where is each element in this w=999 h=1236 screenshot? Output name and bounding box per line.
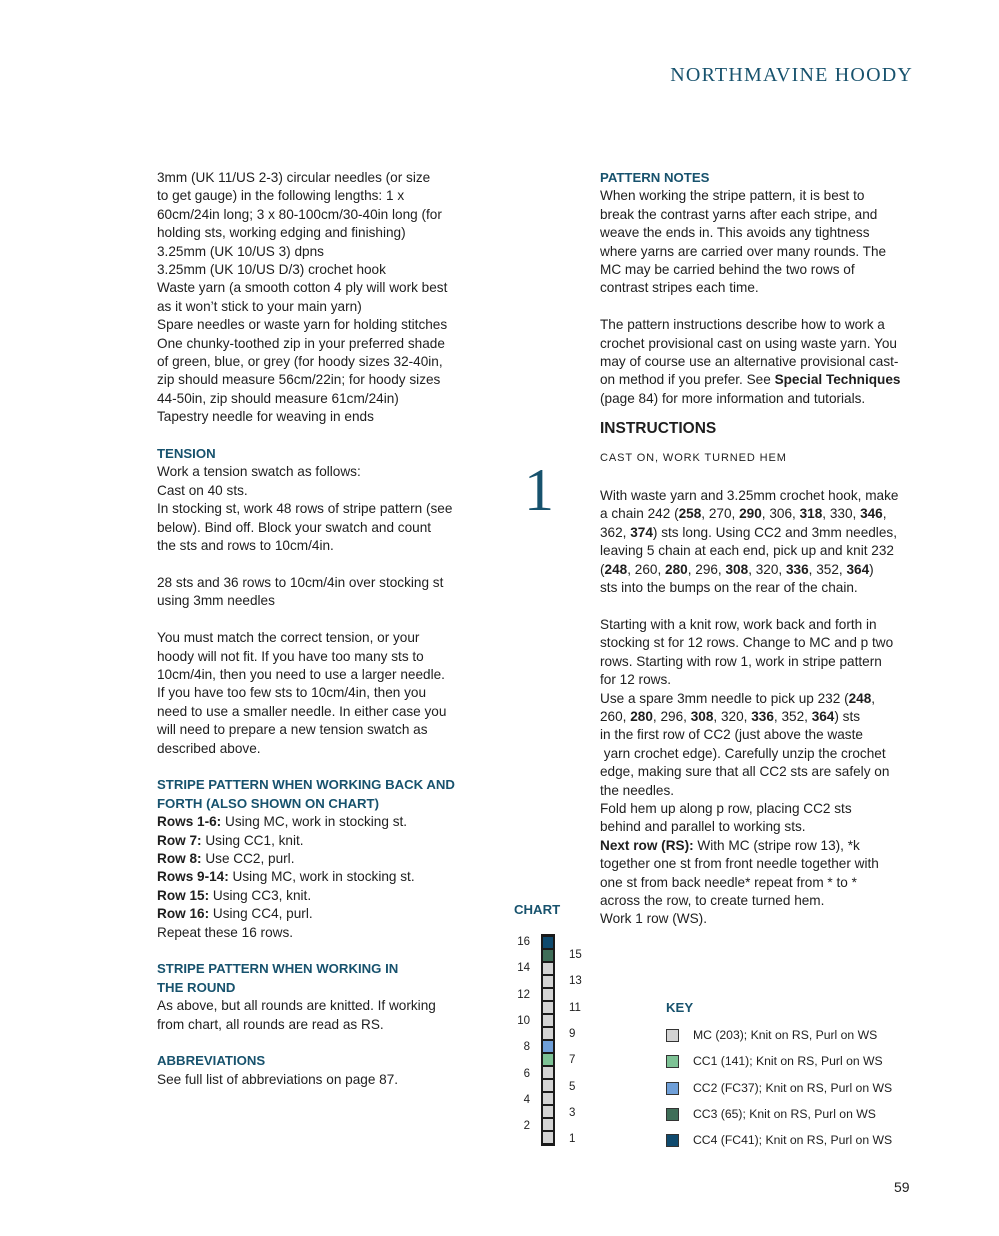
- chart-cell-row-15: [543, 950, 553, 962]
- stripe-back-forth-heading-2: FORTH (ALSO SHOWN ON CHART): [157, 795, 379, 811]
- chart-row-label: 15: [569, 949, 582, 961]
- text-line: one st from back needle* repeat from * to *: [600, 874, 857, 890]
- text-line: In stocking st, work 48 rows of stripe pattern (see: [157, 501, 453, 517]
- chart-cell-row-6: [543, 1067, 553, 1079]
- key-label: MC (203); Knit on RS, Purl on WS: [693, 1028, 878, 1042]
- special-techniques-ref: Special Techniques: [774, 372, 901, 388]
- chart-row-label: 6: [523, 1067, 530, 1080]
- text-line: As above, but all rounds are knitted. If working: [157, 998, 436, 1014]
- materials-line: 60cm/24in long; 3 x 80-100cm/30-40in long (for: [157, 206, 442, 222]
- text-line: yarn crochet edge). Carefully unzip the crochet: [600, 745, 886, 761]
- materials-line: 3.25mm (UK 10/US D/3) crochet hook: [157, 262, 386, 278]
- text-line: You must match the correct tension, or your: [157, 630, 420, 646]
- materials-line: of green, blue, or grey (for hoody sizes 32-40in,: [157, 354, 443, 370]
- stripe-row-instruction: Rows 9-14: Using MC, work in stocking st.: [157, 869, 415, 885]
- text-line: When working the stripe pattern, it is best to: [600, 188, 865, 204]
- color-swatch: [666, 1134, 679, 1147]
- chart-cell-row-5: [543, 1080, 553, 1092]
- text-line: in the first row of CC2 (just above the waste: [600, 727, 863, 743]
- step-title: CAST ON, WORK TURNED HEM: [600, 451, 787, 464]
- chart-row-label: 11: [569, 1001, 581, 1014]
- text-line: on method if you prefer. See Special Techniques: [600, 372, 901, 388]
- step-number: 1: [524, 457, 554, 523]
- text-line: together one st from front needle together with: [600, 856, 879, 872]
- cast-on-paragraph: With waste yarn and 3.25mm crochet hook, make a chain 242 (258, 270, 290, 306, 318, 330, 346, 362, 374) sts long. Using CC2 and 3mm needles, leaving 5 chain at each end, pick up and knit 232 (248, 260, 280, 296, 308, 320, 336, 352, 364) sts into the bumps on the rear of the chain.: [600, 488, 899, 596]
- materials-line: Tapestry needle for weaving in ends: [157, 409, 374, 425]
- key-label: CC3 (65); Knit on RS, Purl on WS: [693, 1106, 876, 1121]
- stripe-chart: [541, 934, 555, 1146]
- text-line: where yarns are carried over many rounds. The: [600, 243, 887, 259]
- text-line: described above.: [157, 740, 261, 756]
- text-line: below). Bind off. Block your swatch and count: [157, 519, 432, 535]
- chart-title: CHART: [514, 902, 561, 917]
- running-title: NORTHMAVINE HOODY: [670, 64, 913, 86]
- chart-row-label: 16: [517, 936, 530, 948]
- stripe-round-text: [157, 997, 477, 1034]
- key-title: KEY: [666, 1000, 694, 1015]
- text-line: from chart, all rounds are read as RS.: [157, 1016, 384, 1032]
- chart-cell-row-2: [543, 1119, 553, 1131]
- key-label: CC4 (FC41); Knit on RS, Purl on WS: [693, 1133, 893, 1148]
- chart-cell-row-1: [543, 1132, 553, 1144]
- chart-row-label: 3: [569, 1106, 576, 1119]
- chart-cell-row-9: [543, 1028, 553, 1040]
- stripe-row-instruction: Row 15: Using CC3, knit.: [157, 887, 312, 903]
- color-swatch: [666, 1055, 679, 1068]
- right-column: [600, 169, 920, 929]
- color-swatch: [666, 1029, 679, 1042]
- text-line: 28 sts and 36 rows to 10cm/4in over stocking st: [157, 574, 444, 590]
- materials-line: One chunky-toothed zip in your preferred shade: [157, 335, 445, 351]
- tension-warning: [157, 629, 477, 758]
- materials-line: Spare needles or waste yarn for holding stitches: [157, 317, 448, 333]
- chart-row-label: 5: [569, 1080, 576, 1093]
- materials-line: Waste yarn (a smooth cotton 4 ply will work best: [157, 280, 448, 296]
- chart-cell-row-11: [543, 1002, 553, 1014]
- chart-cell-row-7: [543, 1054, 553, 1066]
- pattern-notes-heading: PATTERN NOTES: [600, 170, 710, 185]
- abbreviations-heading: ABBREVIATIONS: [157, 1053, 266, 1069]
- stripe-row-instruction: Rows 1-6: Using MC, work in stocking st.: [157, 814, 408, 830]
- text-line: hoody will not fit. If you have too many sts to: [157, 648, 424, 664]
- chart-cell-row-14: [543, 963, 553, 975]
- text-line: Work 1 row (WS).: [600, 911, 707, 927]
- text-line: Starting with a knit row, work back and forth in: [600, 616, 877, 632]
- tension-gauge: [157, 574, 477, 611]
- chart-row-label: 4: [523, 1093, 530, 1106]
- text-line: edge, making sure that all CC2 sts are safely on: [600, 764, 890, 780]
- chart-row-label: 9: [569, 1027, 576, 1040]
- text-line: will need to prepare a new tension swatch as: [157, 722, 428, 738]
- text-line: Work a tension swatch as follows:: [157, 464, 361, 480]
- text-line: If you have too few sts to 10cm/4in, then you: [157, 685, 427, 701]
- text-line: weave the ends in. This avoids any tightness: [600, 225, 870, 241]
- text-line: The pattern instructions describe how to work a: [600, 317, 885, 333]
- chart-row-label: 13: [569, 975, 582, 988]
- stripe-round-heading-1: STRIPE PATTERN WHEN WORKING IN: [157, 961, 399, 977]
- text-line: across the row, to create turned hem.: [600, 893, 825, 908]
- materials-line: 3mm (UK 11/US 2-3) circular needles (or size: [157, 170, 431, 185]
- chart-cell-row-13: [543, 976, 553, 988]
- text-line: using 3mm needles: [157, 593, 275, 609]
- stripe-back-forth-heading-1: STRIPE PATTERN WHEN WORKING BACK AND: [157, 777, 455, 793]
- chart-row-label: 14: [517, 962, 530, 975]
- stripe-rows-list: [157, 813, 477, 923]
- chart-cell-row-3: [543, 1106, 553, 1118]
- text-line: rows. Starting with row 1, work in stripe pattern: [600, 653, 882, 669]
- instructions-heading: INSTRUCTIONS: [600, 420, 717, 438]
- materials-list: [157, 169, 477, 427]
- chart-row-label: 2: [523, 1120, 530, 1133]
- color-swatch: [666, 1108, 679, 1121]
- stripe-repeat-note: Repeat these 16 rows.: [157, 924, 294, 940]
- hem-paragraph: Starting with a knit row, work back and forth in stocking st for 12 rows. Change to MC and p two rows. Starting with row 1, work in stripe pattern for 12 rows. Use a spare 3mm needle to pick up 232 (248, 260, 280, 296, 308, 320, 336, 352, 364) sts in the first row of CC2 (just above the waste yarn crochet edge). Carefully unzip the crochet edge, making sure that all CC2 sts are safely on the needles. Fold hem up along p row, placing CC2 sts behind and parallel to working sts. Next row (RS): With MC (stripe row 13), *k together one st from front needle together with one st from back needle* repeat from * to * across the row, to create turned hem. Work 1 row (WS).: [600, 616, 920, 929]
- materials-line: 44-50in, zip should measure 61cm/24in): [157, 390, 399, 406]
- text-line: need to use a smaller needle. In either case you: [157, 703, 447, 719]
- abbreviations-text: See full list of abbreviations on page 87.: [157, 1071, 399, 1087]
- chart-row-label: 1: [569, 1133, 576, 1146]
- key-label: CC2 (FC37); Knit on RS, Purl on WS: [693, 1080, 893, 1095]
- materials-line: as it won’t stick to your main yarn): [157, 298, 362, 314]
- chart-cell-row-4: [543, 1093, 553, 1105]
- left-column: [157, 169, 477, 1089]
- stripe-round-heading-2: THE ROUND: [157, 979, 236, 995]
- stripe-row-instruction: Row 7: Using CC1, knit.: [157, 832, 304, 848]
- text-line: may of course use an alternative provisional cast-: [600, 354, 899, 370]
- text-line: the needles.: [600, 782, 675, 798]
- chart-cell-row-16: [543, 937, 553, 949]
- stripe-row-instruction: Row 8: Use CC2, purl.: [157, 850, 295, 866]
- tension-heading: TENSION: [157, 446, 216, 462]
- chart-cell-row-8: [543, 1041, 553, 1053]
- text-line: behind and parallel to working sts.: [600, 819, 806, 835]
- materials-line: zip should measure 56cm/22in; for hoody sizes: [157, 372, 441, 388]
- pattern-notes-para-1: [600, 187, 920, 297]
- pattern-notes-para-2: The pattern instructions describe how to work a crochet provisional cast on using waste yarn. You may of course use an alternative provisional cast- on method if you prefer. See Special Techniques (page 84) for more information and tutorials.: [600, 316, 920, 408]
- tension-instructions: [157, 463, 477, 555]
- chart-row-label: 10: [517, 1014, 530, 1027]
- chart-row-label: 7: [569, 1054, 576, 1067]
- text-line: Cast on 40 sts.: [157, 482, 248, 498]
- text-line: crochet provisional cast on using waste yarn. You: [600, 335, 897, 351]
- text-line: the sts and rows to 10cm/4in.: [157, 538, 334, 554]
- text-line: contrast stripes each time.: [600, 280, 759, 296]
- chart-row-label: 8: [523, 1041, 530, 1054]
- materials-line: to get gauge) in the following lengths: 1 x: [157, 188, 405, 204]
- key-label: CC1 (141); Knit on RS, Purl on WS: [693, 1054, 883, 1069]
- materials-line: holding sts, working edging and finishing): [157, 225, 406, 241]
- stripe-row-instruction: Row 16: Using CC4, purl.: [157, 906, 313, 922]
- text-line: for 12 rows.: [600, 672, 672, 688]
- materials-line: 3.25mm (UK 10/US 3) dpns: [157, 243, 324, 259]
- color-swatch: [666, 1082, 679, 1095]
- chart-row-label: 12: [517, 988, 530, 1001]
- chart-cell-row-12: [543, 989, 553, 1001]
- text-line: 10cm/4in, then you need to use a larger needle.: [157, 666, 445, 682]
- page-number: 59: [894, 1179, 910, 1195]
- text-line: Fold hem up along p row, placing CC2 sts: [600, 800, 852, 816]
- text-line: stocking st for 12 rows. Change to MC and p two: [600, 635, 894, 651]
- text-line: MC may be carried behind the two rows of: [600, 262, 855, 278]
- chart-cell-row-10: [543, 1015, 553, 1027]
- text-line: break the contrast yarns after each stripe, and: [600, 206, 878, 222]
